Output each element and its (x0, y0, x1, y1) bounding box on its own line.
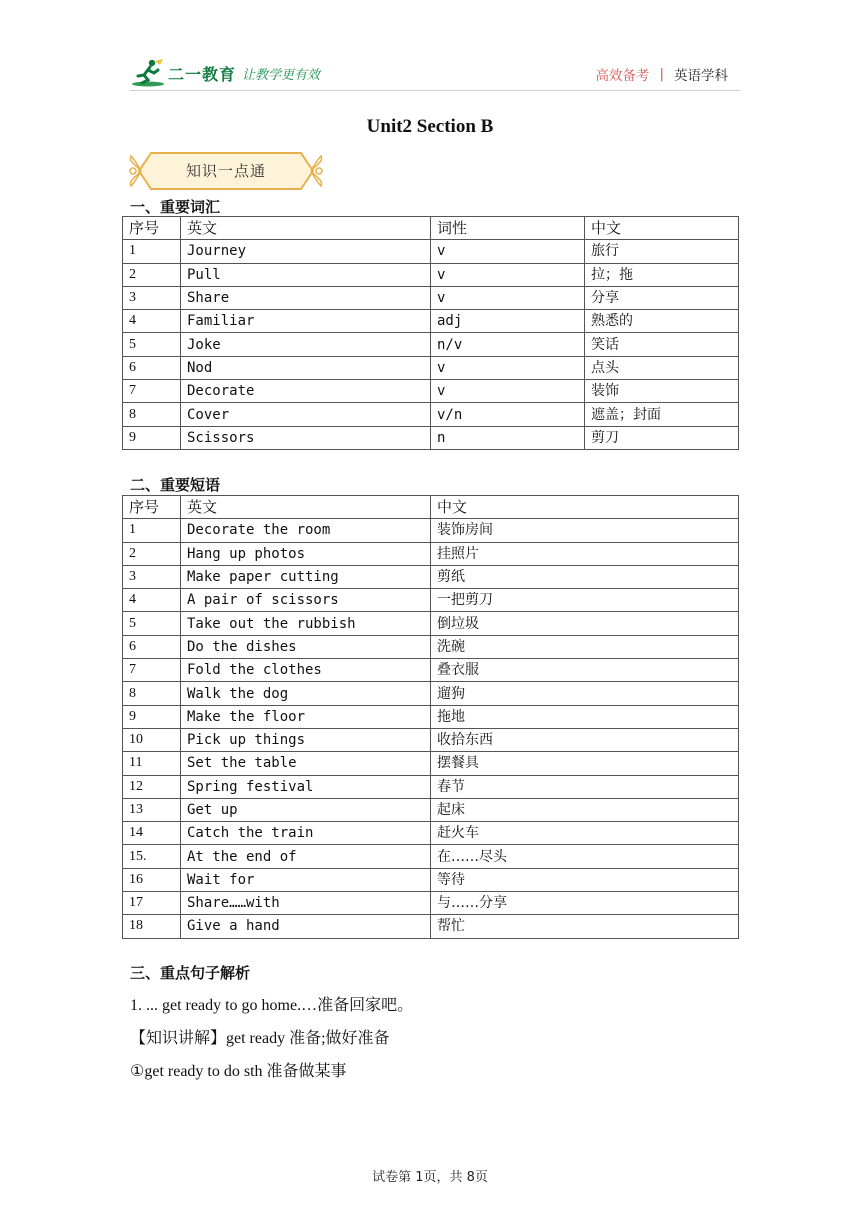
table-cell: 等待 (431, 868, 739, 891)
table-cell: 2 (123, 542, 181, 565)
table-row (123, 798, 739, 821)
table-cell: Nod (181, 356, 431, 379)
table-cell: 遮盖；封面 (585, 403, 739, 426)
table-cell: 15. (123, 845, 181, 868)
section-badge (127, 148, 325, 194)
table-cell: 3 (123, 565, 181, 588)
table-cell: 1 (123, 240, 181, 263)
table-cell: 10 (123, 728, 181, 751)
table-row (123, 356, 739, 379)
table-row (123, 286, 739, 309)
table-row (123, 705, 739, 728)
table-cell: 遛狗 (431, 682, 739, 705)
table-cell: v (431, 380, 585, 403)
table-cell: 9 (123, 705, 181, 728)
vocab-table (122, 216, 739, 450)
header-tag: 高效备考 (595, 68, 650, 84)
table-row (123, 915, 739, 938)
table-row (123, 519, 739, 542)
table-cell: Spring festival (181, 775, 431, 798)
table-row (123, 659, 739, 682)
table-row (123, 822, 739, 845)
table-cell: 拉；拖 (585, 263, 739, 286)
table-cell: Share……with (181, 892, 431, 915)
vocab-heading: 一、重要词汇 (130, 198, 221, 216)
table-cell: 倒垃圾 (431, 612, 739, 635)
table-cell: 7 (123, 380, 181, 403)
table-cell: 收拾东西 (431, 728, 739, 751)
logo-name: 二一教育 (168, 64, 237, 84)
table-cell: 旅行 (585, 240, 739, 263)
table-cell: 3 (123, 286, 181, 309)
sentence-line-1: 1. ... get ready to go home.…准备回家吧。 (130, 997, 414, 1014)
table-cell: 剪刀 (585, 426, 739, 449)
logo-slogan: 让教学更有效 (242, 67, 321, 83)
table-cell: 春节 (431, 775, 739, 798)
table-cell: 拖地 (431, 705, 739, 728)
phrases-heading: 二、重要短语 (130, 476, 221, 494)
table-cell: 1 (123, 519, 181, 542)
table-cell: Catch the train (181, 822, 431, 845)
table-cell: n/v (431, 333, 585, 356)
table-cell: Decorate the room (181, 519, 431, 542)
table-row (123, 426, 739, 449)
table-row (123, 589, 739, 612)
badge-label: 知识一点通 (185, 162, 266, 180)
col-header-pos: 词性 (431, 217, 585, 240)
table-cell: Decorate (181, 380, 431, 403)
table-cell: Do the dishes (181, 635, 431, 658)
table-cell: 13 (123, 798, 181, 821)
table-cell: 5 (123, 612, 181, 635)
table-cell: 与……分享 (431, 892, 739, 915)
sentence-line-3: ①get ready to do sth 准备做某事 (130, 1063, 347, 1080)
table-cell: 14 (123, 822, 181, 845)
table-row (123, 775, 739, 798)
table-cell: v (431, 263, 585, 286)
table-cell: Walk the dog (181, 682, 431, 705)
table-row (123, 380, 739, 403)
table-row (123, 240, 739, 263)
table-row (123, 845, 739, 868)
table-cell: Share (181, 286, 431, 309)
table-cell: 17 (123, 892, 181, 915)
header-right (595, 64, 728, 84)
col-header-english: 英文 (181, 496, 431, 519)
page-title: Unit2 Section B (366, 116, 494, 137)
table-cell: 叠衣服 (431, 659, 739, 682)
table-cell: Set the table (181, 752, 431, 775)
table-cell: 4 (123, 589, 181, 612)
header-subject: 英语学科 (674, 68, 728, 84)
table-cell: 起床 (431, 798, 739, 821)
table-cell: 装饰 (585, 380, 739, 403)
table-cell: 熟悉的 (585, 310, 739, 333)
table-cell: 帮忙 (431, 915, 739, 938)
table-cell: Wait for (181, 868, 431, 891)
table-cell: Give a hand (181, 915, 431, 938)
table-cell: 7 (123, 659, 181, 682)
table-cell: Get up (181, 798, 431, 821)
table-cell: v (431, 240, 585, 263)
table-cell: Pull (181, 263, 431, 286)
table-cell: 点头 (585, 356, 739, 379)
header-separator: | (659, 66, 664, 82)
table-cell: Cover (181, 403, 431, 426)
col-header-chinese: 中文 (431, 496, 739, 519)
table-cell: 8 (123, 682, 181, 705)
table-row (123, 542, 739, 565)
table-cell: At the end of (181, 845, 431, 868)
table-cell: v (431, 356, 585, 379)
table-cell: 4 (123, 310, 181, 333)
table-cell: Joke (181, 333, 431, 356)
table-cell: 挂照片 (431, 542, 739, 565)
col-header-index: 序号 (123, 496, 181, 519)
table-cell: v (431, 286, 585, 309)
table-cell: n (431, 426, 585, 449)
table-cell: 5 (123, 333, 181, 356)
table-cell: 赶火车 (431, 822, 739, 845)
table-row (123, 868, 739, 891)
table-cell: v/n (431, 403, 585, 426)
table-cell: 6 (123, 635, 181, 658)
table-row (123, 565, 739, 588)
table-cell: Pick up things (181, 728, 431, 751)
table-cell: A pair of scissors (181, 589, 431, 612)
table-cell: 剪纸 (431, 565, 739, 588)
table-cell: 装饰房间 (431, 519, 739, 542)
table-cell: 8 (123, 403, 181, 426)
table-cell: 在……尽头 (431, 845, 739, 868)
table-cell: 6 (123, 356, 181, 379)
table-cell: 一把剪刀 (431, 589, 739, 612)
table-cell: Journey (181, 240, 431, 263)
table-cell: Familiar (181, 310, 431, 333)
vocab-header-row (123, 217, 739, 240)
table-row (123, 310, 739, 333)
col-header-index: 序号 (123, 217, 181, 240)
logo (130, 58, 320, 88)
table-cell: 9 (123, 426, 181, 449)
table-row (123, 892, 739, 915)
table-row (123, 333, 739, 356)
table-cell: 笑话 (585, 333, 739, 356)
runner-logo-icon (130, 58, 166, 88)
table-cell: Hang up photos (181, 542, 431, 565)
table-cell: 18 (123, 915, 181, 938)
table-cell: 12 (123, 775, 181, 798)
table-cell: 分享 (585, 286, 739, 309)
table-cell: 11 (123, 752, 181, 775)
table-cell: 2 (123, 263, 181, 286)
table-cell: Make the floor (181, 705, 431, 728)
table-row (123, 403, 739, 426)
table-row (123, 752, 739, 775)
table-cell: Make paper cutting (181, 565, 431, 588)
table-row (123, 635, 739, 658)
col-header-chinese: 中文 (585, 217, 739, 240)
table-cell: 16 (123, 868, 181, 891)
phrases-table (122, 495, 739, 939)
phrases-header-row (123, 496, 739, 519)
header-divider (130, 90, 740, 91)
table-row (123, 263, 739, 286)
table-cell: adj (431, 310, 585, 333)
table-row (123, 728, 739, 751)
table-cell: 摆餐具 (431, 752, 739, 775)
sentence-line-2: 【知识讲解】get ready 准备;做好准备 (130, 1030, 390, 1047)
page-header (130, 54, 740, 94)
col-header-english: 英文 (181, 217, 431, 240)
table-cell: Take out the rubbish (181, 612, 431, 635)
table-row (123, 612, 739, 635)
table-cell: 洗碗 (431, 635, 739, 658)
table-row (123, 682, 739, 705)
table-cell: Fold the clothes (181, 659, 431, 682)
page-footer: 试卷第 1页，共 8页 (372, 1170, 488, 1185)
sentences-heading: 三、重点句子解析 (130, 964, 251, 982)
table-cell: Scissors (181, 426, 431, 449)
